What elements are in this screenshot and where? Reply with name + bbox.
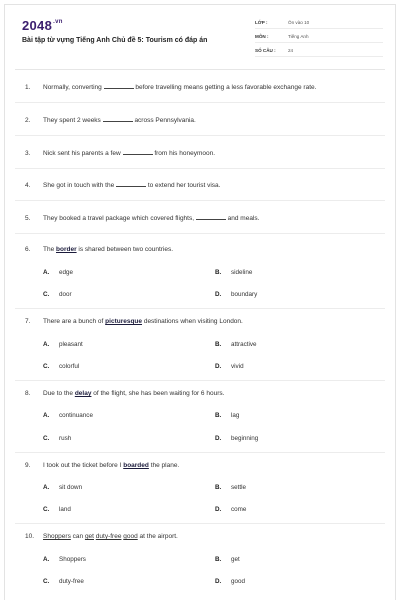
option-c[interactable]: C. colorful	[43, 363, 80, 370]
option-a[interactable]: A. pleasant	[43, 341, 83, 348]
option-a[interactable]: A. sit down	[43, 484, 83, 491]
divider	[15, 168, 385, 169]
option-b[interactable]: B. attractive	[215, 341, 257, 348]
option-d[interactable]: D. come	[215, 506, 247, 513]
option-c[interactable]: C. door	[43, 291, 72, 298]
header-divider	[15, 69, 385, 70]
keyword: good	[123, 533, 138, 540]
answer-blank[interactable]	[123, 149, 153, 155]
keyword: get	[84, 533, 94, 540]
option-d[interactable]: D. good	[215, 578, 246, 585]
answer-blank[interactable]	[103, 116, 133, 122]
option-c[interactable]: C. duty-free	[43, 578, 84, 585]
option-d[interactable]: D. vivid	[215, 363, 244, 370]
document-title: Bài tập từ vựng Tiếng Anh Chủ đề 5: Tourism có đáp án	[22, 37, 208, 44]
meta-question-count: SỐ CÂU : 24	[255, 45, 383, 57]
answer-blank[interactable]	[104, 83, 134, 89]
keyword: border	[56, 246, 77, 253]
question-8: 8. Due to the delay of the flight, she has been waiting for 6 hours.	[25, 390, 225, 397]
keyword: duty-free	[95, 533, 122, 540]
meta-subject: MÔN : Tiếng Anh	[255, 31, 383, 43]
divider	[15, 380, 385, 381]
answer-blank[interactable]	[196, 214, 226, 220]
answer-blank[interactable]	[116, 181, 146, 187]
question-5: 5. They booked a travel package which covered flights, and meals.	[25, 215, 260, 222]
keyword: boarded	[123, 462, 149, 469]
question-7: 7. There are a bunch of picturesque destinations when visiting London.	[25, 318, 243, 325]
divider	[15, 233, 385, 234]
option-b[interactable]: B. sideline	[215, 269, 253, 276]
question-3: 3. Nick sent his parents a few from his honeymoon.	[25, 150, 216, 157]
question-4: 4. She got in touch with the to extend her tourist visa.	[25, 182, 221, 189]
page-header	[5, 5, 395, 69]
divider	[15, 102, 385, 103]
option-a[interactable]: A. continuance	[43, 412, 93, 419]
question-1: 1. Normally, converting before travelling means getting a less favorable exchange rate.	[25, 84, 317, 91]
question-6: 6. The border is shared between two countries.	[25, 246, 174, 253]
divider	[15, 135, 385, 136]
option-c[interactable]: C. land	[43, 506, 71, 513]
divider	[15, 308, 385, 309]
site-logo[interactable]: $2048^{.vn}$	[22, 18, 63, 33]
option-b[interactable]: B. settle	[215, 484, 247, 491]
divider	[15, 523, 385, 524]
keyword: Shoppers	[43, 533, 71, 540]
divider	[15, 452, 385, 453]
option-c[interactable]: C. rush	[43, 435, 72, 442]
meta-grade: LỚP : Ôn vào 10	[255, 17, 383, 29]
divider	[15, 200, 385, 201]
option-d[interactable]: D. beginning	[215, 435, 259, 442]
option-b[interactable]: B. lag	[215, 412, 240, 419]
option-a[interactable]: A. Shoppers	[43, 556, 86, 563]
keyword: picturesque	[105, 318, 143, 325]
option-a[interactable]: A. edge	[43, 269, 74, 276]
question-9: 9. I took out the ticket before I boarded the plane.	[25, 462, 180, 469]
option-d[interactable]: D. boundary	[215, 291, 258, 298]
option-b[interactable]: B. get	[215, 556, 240, 563]
worksheet-page	[4, 4, 396, 600]
question-2: 2. They spent 2 weeks across Pennsylvania.	[25, 117, 196, 124]
question-10: 10. Shoppers can get duty-free good at the airport.	[25, 533, 178, 540]
keyword: delay	[74, 390, 92, 397]
